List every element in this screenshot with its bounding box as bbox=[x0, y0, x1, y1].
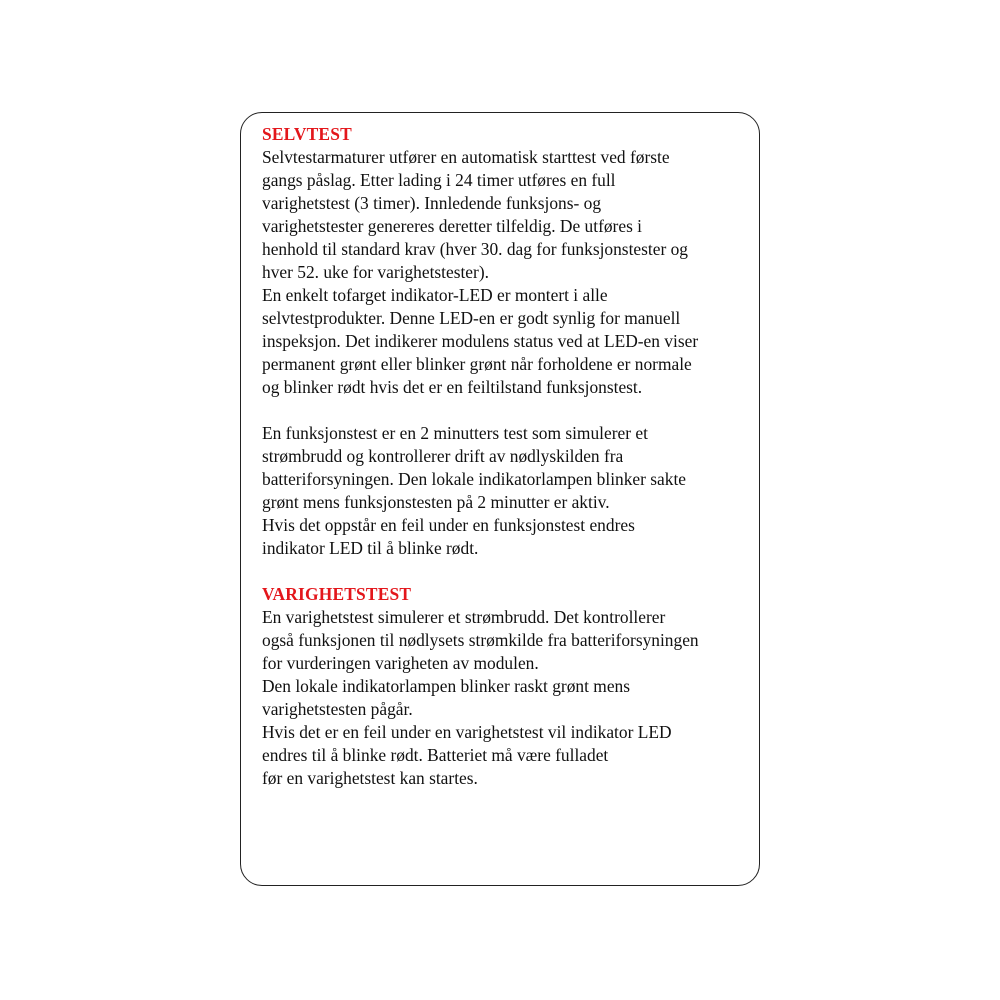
varighetstest-line: varighetstesten pågår. bbox=[262, 699, 413, 719]
funksjonstest-line: Hvis det oppstår en feil under en funksjonstest endres bbox=[262, 515, 635, 535]
selvtest-line: varighetstester genereres deretter tilfeldig. De utføres i bbox=[262, 216, 643, 236]
selvtest-line: henhold til standard krav (hver 30. dag for funksjonstester og bbox=[262, 239, 688, 259]
selvtest-line: selvtestprodukter. Denne LED-en er godt synlig for manuell bbox=[262, 308, 681, 328]
selvtest-line: inspeksjon. Det indikerer modulens status ved at LED-en viser bbox=[262, 331, 699, 351]
varighetstest-line: før en varighetstest kan startes. bbox=[262, 768, 478, 788]
selvtest-line: gangs påslag. Etter lading i 24 timer utføres en full bbox=[262, 170, 616, 190]
selvtest-line: og blinker rødt hvis det er en feiltilstand funksjonstest. bbox=[262, 377, 643, 397]
varighetstest-line: Den lokale indikatorlampen blinker raskt grønt mens bbox=[262, 676, 631, 696]
funksjonstest-line: indikator LED til å blinke rødt. bbox=[262, 538, 479, 558]
selvtest-line: En enkelt tofarget indikator-LED er montert i alle bbox=[262, 285, 608, 305]
card-content bbox=[262, 123, 752, 790]
funksjonstest-line: strømbrudd og kontrollerer drift av nødlyskilden fra bbox=[262, 446, 624, 466]
varighetstest-line: endres til å blinke rødt. Batteriet må være fulladet bbox=[262, 745, 609, 765]
funksjonstest-line: En funksjonstest er en 2 minutters test som simulerer et bbox=[262, 423, 648, 443]
selvtest-line: permanent grønt eller blinker grønt når forholdene er normale bbox=[262, 354, 692, 374]
paragraph-spacer bbox=[262, 560, 752, 583]
funksjonstest-line: grønt mens funksjonstesten på 2 minutter er aktiv. bbox=[262, 492, 610, 512]
varighetstest-heading: VARIGHETSTEST bbox=[262, 584, 412, 604]
selvtest-line: Selvtestarmaturer utfører en automatisk starttest ved første bbox=[262, 147, 670, 167]
varighetstest-line: En varighetstest simulerer et strømbrudd. Det kontrollerer bbox=[262, 607, 666, 627]
selvtest-line: hver 52. uke for varighetstester). bbox=[262, 262, 489, 282]
varighetstest-line: også funksjonen til nødlysets strømkilde fra batteriforsyningen bbox=[262, 630, 699, 650]
paragraph-spacer bbox=[262, 399, 752, 422]
selvtest-line: varighetstest (3 timer). Innledende funksjons- og bbox=[262, 193, 602, 213]
funksjonstest-line: batteriforsyningen. Den lokale indikatorlampen blinker sakte bbox=[262, 469, 687, 489]
info-card bbox=[240, 112, 760, 886]
varighetstest-line: for vurderingen varigheten av modulen. bbox=[262, 653, 539, 673]
selvtest-heading: SELVTEST bbox=[262, 124, 352, 144]
varighetstest-line: Hvis det er en feil under en varighetstest vil indikator LED bbox=[262, 722, 672, 742]
